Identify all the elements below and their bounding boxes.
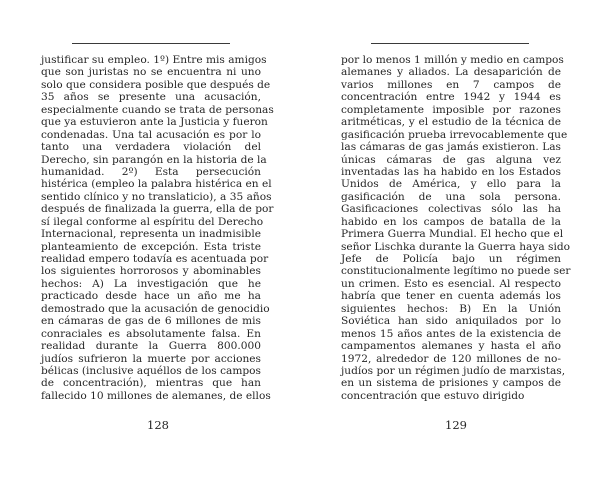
text-line: alemanes y aliados. La desaparición de xyxy=(341,66,561,79)
text-line: inventadas las ha habido en los Estados xyxy=(341,165,561,178)
text-line: que son juristas no se encuentra ni uno xyxy=(41,66,261,79)
header-rule xyxy=(371,43,529,44)
text-line: por lo menos 1 millón y medio en campos xyxy=(341,54,564,66)
text-line: Jefe de Policía bajo un régimen xyxy=(341,253,561,265)
text-line: señor Lischka durante la Guerra haya sido xyxy=(341,240,570,253)
text-line: en cámaras de gas de 6 millones de mis xyxy=(41,315,261,328)
text-line: después de finalizada la guerra, ella de por xyxy=(41,203,274,216)
text-line: habido en los campos de batalla de la xyxy=(341,215,561,228)
text-line: realidad durante la Guerra 800.000 xyxy=(41,340,261,353)
text-line: únicas cámaras de gas alguna vez xyxy=(341,153,561,166)
text-line: los siguientes horrorosos y abominables xyxy=(41,265,261,278)
text-line: que ya estuvieron ante la Justicia y fueron xyxy=(41,116,268,129)
text-line: 1972, alrededor de 120 millones de no- xyxy=(341,352,561,365)
text-line: demostrado que la acusación de genocidio xyxy=(41,302,270,315)
text-line: practicado desde hace un año me ha xyxy=(41,290,261,303)
text-line: especialmente cuando se trata de personas xyxy=(41,103,274,116)
text-line: un crimen. Esto es esencial. Al respecto xyxy=(341,277,561,290)
text-line: planteamiento de excepción. Esta triste xyxy=(41,240,261,253)
page-body-text xyxy=(41,54,274,402)
page-number: 128 xyxy=(147,418,169,432)
text-line: constitucionalmente legítimo no puede ser xyxy=(341,265,571,278)
text-line: Internacional, representa un inadmisible xyxy=(41,228,261,241)
text-line: realidad empero todavía es acentuada por xyxy=(41,253,269,265)
text-line: humanidad. 2º) Esta persecución xyxy=(41,165,261,178)
text-line: menos 15 años antes de la existencia de xyxy=(341,327,561,340)
text-line: fallecido 10 millones de alemanes, de ellos xyxy=(41,389,271,402)
text-line: tanto una verdadera violación del xyxy=(41,141,261,154)
text-line: concentración entre 1942 y 1944 es xyxy=(341,91,561,104)
page-number: 129 xyxy=(445,418,467,432)
text-line: justificar su empleo. 1º) Entre mis amigos xyxy=(41,54,267,66)
text-line: en un sistema de prisiones y campos de xyxy=(341,377,561,390)
header-rule xyxy=(72,43,230,44)
text-line: condenadas. Una tal acusación es por lo xyxy=(41,128,261,141)
text-line: 35 años se presente una acusación, xyxy=(41,91,261,104)
text-line: habría que tener en cuenta además los xyxy=(341,290,561,303)
text-line: histérica (empleo la palabra histérica en el xyxy=(41,178,272,191)
text-line: solo que considera posible que después de xyxy=(41,78,271,91)
text-line: de concentración), mientras que han xyxy=(41,377,261,390)
text-line: Soviética han sido aniquilados por lo xyxy=(341,315,561,328)
text-line: bélicas (inclusive aquéllos de los campos xyxy=(41,364,261,377)
text-line: las cámaras de gas jamás existieron. Las xyxy=(341,141,561,154)
text-line: Primera Guerra Mundial. El hecho que el xyxy=(341,228,564,241)
text-line: sí ilegal conforme al espíritu del Derecho xyxy=(41,215,264,228)
text-line: siguientes hechos: B) En la Unión xyxy=(341,302,561,315)
right-page xyxy=(300,0,600,485)
text-line: completamente imposible por razones xyxy=(341,103,561,116)
text-line: hechos: A) La investigación que he xyxy=(41,277,261,290)
text-line: campamentos alemanes y hasta el año xyxy=(341,340,561,353)
text-line: concentración que estuvo dirigido xyxy=(341,389,525,402)
text-line: aritméticas, y el estudio de la técnica de xyxy=(341,116,561,129)
text-line: judíos por un régimen judío de marxistas, xyxy=(341,364,566,377)
text-line: Derecho, sin parangón en la historia de la xyxy=(41,153,267,166)
text-line: varios millones en 7 campos de xyxy=(341,78,561,91)
text-line: gasificación prueba irrevocablemente que xyxy=(341,128,568,141)
text-line: Unidos de América, y ello para la xyxy=(341,178,561,191)
page-body-text xyxy=(341,54,571,402)
text-line: gasificación de una sola persona. xyxy=(341,190,561,203)
text-line: Gasificaciones colectivas sólo las ha xyxy=(341,203,561,216)
text-line: judíos sufrieron la muerte por acciones xyxy=(41,352,261,365)
text-line: sentido clínico y no translaticio), a 35 años xyxy=(41,190,272,203)
text-line: conraciales es absolutamente falsa. En xyxy=(41,327,261,340)
